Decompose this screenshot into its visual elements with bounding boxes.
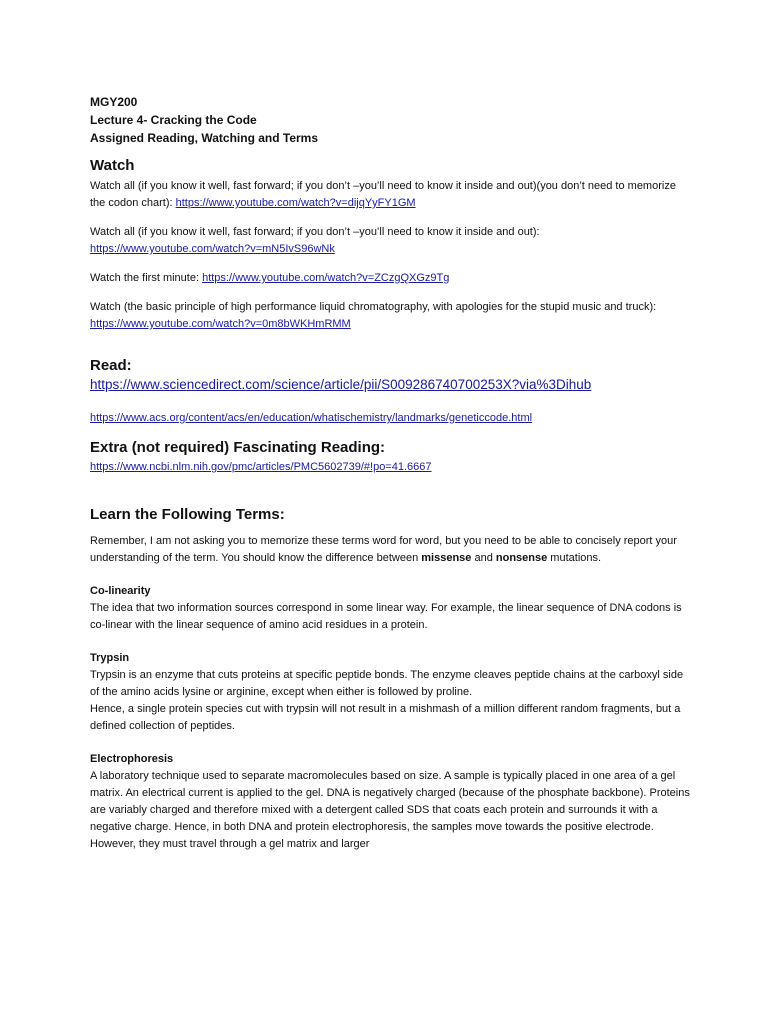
read-link-2[interactable]: https://www.acs.org/content/acs/en/education/whatischemistry/landmarks/geneticcode.html <box>90 412 533 424</box>
learn-intro-and: and <box>471 552 496 564</box>
read-section <box>90 357 690 427</box>
term-definition: A laboratory technique used to separate macromolecules based on size. A sample is typically placed in one area of a gel matrix. An electrical current is applied to the gel. DNA is negatively charged (because of the phosphate backbone). Proteins are variably charged and therefore mixed with a detergent called SDS that coats each protein and surrounds it with a negative charge. Hence, in both DNA and protein electrophoresis, the samples move towards the positive electrode. However, they must travel through a gel matrix and larger <box>90 770 690 850</box>
watch-item-1-link[interactable]: https://www.youtube.com/watch?v=dijqYyFY1GM <box>175 197 416 209</box>
watch-section <box>90 157 690 333</box>
term-definition: Trypsin is an enzyme that cuts proteins at specific peptide bonds. The enzyme cleaves peptide chains at the carboxyl side of the amino acids lysine or arginine, except when either is followed by proline. <box>90 669 684 698</box>
term-name: Trypsin <box>90 652 130 664</box>
course-code: MGY200 <box>90 95 138 109</box>
extra-link[interactable]: https://www.ncbi.nlm.nih.gov/pmc/articles/PMC5602739/#!po=41.6667 <box>90 461 432 473</box>
watch-item-4 <box>90 299 690 333</box>
lecture-title: Lecture 4- Cracking the Code <box>90 113 257 127</box>
watch-item-2 <box>90 224 690 258</box>
term-colinearity <box>90 583 690 634</box>
watch-item-4-text: Watch (the basic principle of high performance liquid chromatography, with apologies for the stupid music and truck): <box>90 301 657 313</box>
read-heading: Read: <box>90 357 132 374</box>
document-page <box>90 93 690 853</box>
watch-item-4-link[interactable]: https://www.youtube.com/watch?v=0m8bWKHmRMM <box>90 318 351 330</box>
term-electrophoresis <box>90 751 690 853</box>
read-link-1[interactable]: https://www.sciencedirect.com/science/article/pii/S009286740700253X?via%3Dihub <box>90 377 592 392</box>
watch-item-2-link[interactable]: https://www.youtube.com/watch?v=mN5IvS96wNk <box>90 243 335 255</box>
watch-item-1 <box>90 178 690 212</box>
term-name: Co-linearity <box>90 585 151 597</box>
extra-section <box>90 439 690 476</box>
extra-heading: Extra (not required) Fascinating Reading: <box>90 439 386 456</box>
watch-item-2-text: Watch all (if you know it well, fast forward; if you don’t –you’ll need to know it inside and out): <box>90 226 540 238</box>
watch-item-3-link[interactable]: https://www.youtube.com/watch?v=ZCzgQXGz9Tg <box>202 272 450 284</box>
term-definition: The idea that two information sources correspond in some linear way. For example, the linear sequence of DNA codons is co-linear with the linear sequence of amino acid residues in a protein. <box>90 602 682 631</box>
learn-intro-text: Remember, I am not asking you to memorize these terms word for word, but you need to be able to concisely report your understanding of the term. You should know the difference between <box>90 535 677 564</box>
term-name: Electrophoresis <box>90 753 174 765</box>
document-header <box>90 93 690 147</box>
learn-section <box>90 506 690 853</box>
nonsense-term: nonsense <box>495 552 548 564</box>
learn-intro-end: mutations. <box>547 552 602 564</box>
watch-heading: Watch <box>90 157 135 174</box>
watch-item-1-text: Watch all (if you know it well, fast forward; if you don’t –you’ll need to know it inside and out)(you don’t need to memorize the codon chart): <box>90 180 676 209</box>
missense-term: missense <box>421 552 472 564</box>
term-definition: Hence, a single protein species cut with trypsin will not result in a mishmash of a million different random fragments, but a defined collection of peptides. <box>90 703 681 732</box>
watch-item-3 <box>90 270 690 287</box>
watch-item-3-text: Watch the first minute: <box>90 272 203 284</box>
term-trypsin <box>90 650 690 735</box>
learn-intro <box>90 533 690 567</box>
learn-heading: Learn the Following Terms: <box>90 506 285 523</box>
document-subtitle: Assigned Reading, Watching and Terms <box>90 131 319 145</box>
